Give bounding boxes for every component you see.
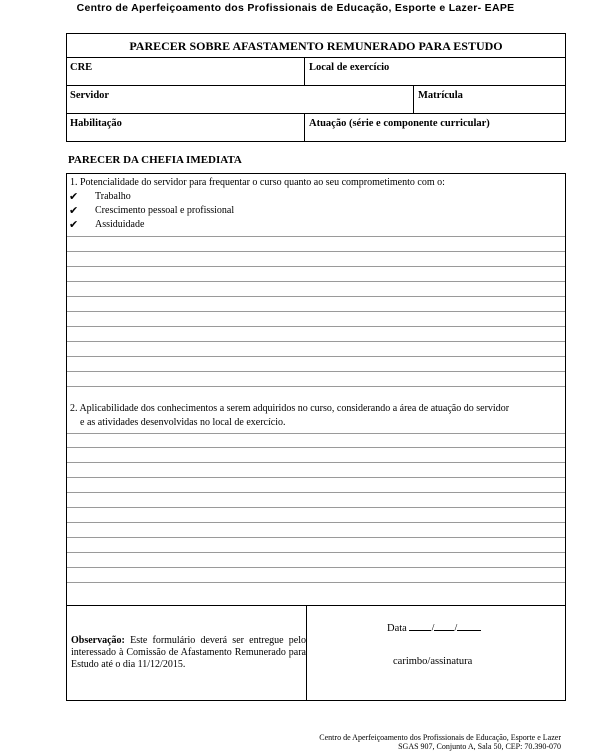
writing-line[interactable] — [67, 462, 565, 463]
divider — [413, 86, 414, 113]
writing-line[interactable] — [67, 447, 565, 448]
section-title: PARECER DA CHEFIA IMEDIATA — [68, 154, 242, 166]
row-cre-local — [66, 58, 566, 86]
writing-line[interactable] — [67, 311, 565, 312]
cre-label: CRE — [70, 62, 93, 73]
writing-line[interactable] — [67, 567, 565, 568]
item-assiduidade: Assiduidade — [95, 219, 145, 230]
question-2-line1: 2. Aplicabilidade dos conhecimentos a serem adquiridos no curso, considerando a área de atuação do servidor — [70, 403, 510, 414]
habilitacao-label: Habilitação — [70, 118, 122, 129]
date-month-blank[interactable] — [434, 620, 454, 631]
writing-line[interactable] — [67, 522, 565, 523]
writing-line[interactable] — [67, 251, 565, 252]
writing-line[interactable] — [67, 281, 565, 282]
writing-line[interactable] — [67, 552, 565, 553]
writing-line[interactable] — [67, 236, 565, 237]
observation-text: Este formulário deverá ser entregue pelo interessado à Comissão de Afastamento Remunerado para Estudo até o dia 11/12/2015. — [71, 635, 306, 670]
writing-line[interactable] — [67, 582, 565, 583]
signature-area — [307, 606, 565, 700]
writing-line[interactable] — [67, 492, 565, 493]
row-habilitacao-atuacao — [66, 114, 566, 142]
date-label: Data — [387, 623, 407, 634]
writing-line[interactable] — [67, 433, 565, 434]
writing-line[interactable] — [67, 296, 565, 297]
row-servidor-matricula — [66, 86, 566, 114]
observation-signature-box — [66, 605, 566, 701]
check-icon: ✔ — [69, 205, 79, 217]
atuacao-label: Atuação (série e componente curricular) — [309, 118, 490, 129]
footer-address-line2: SGAS 907, Conjunto A, Sala 50, CEP: 70.390-070 — [398, 742, 561, 751]
writing-line[interactable] — [67, 341, 565, 342]
matricula-label: Matrícula — [418, 90, 463, 101]
writing-line[interactable] — [67, 371, 565, 372]
question-1: 1. Potencialidade do servidor para frequentar o curso quanto ao seu comprometimento com o: — [70, 177, 445, 188]
date-separator: / — [454, 623, 458, 634]
observation-label: Observação: — [71, 635, 125, 646]
divider — [304, 58, 305, 85]
divider — [304, 114, 305, 141]
writing-line[interactable] — [67, 537, 565, 538]
date-field[interactable] — [387, 620, 481, 634]
check-icon: ✔ — [69, 219, 79, 231]
form-title: PARECER SOBRE AFASTAMENTO REMUNERADO PARA ESTUDO — [66, 33, 566, 58]
observation-note — [71, 635, 306, 671]
writing-line[interactable] — [67, 507, 565, 508]
servidor-label: Servidor — [70, 90, 110, 101]
writing-line[interactable] — [67, 266, 565, 267]
institution-header: Centro de Aperfeiçoamento dos Profissionais de Educação, Esporte e Lazer- EAPE — [76, 2, 515, 14]
date-day-blank[interactable] — [409, 620, 431, 631]
local-label: Local de exercício — [309, 62, 390, 73]
date-year-blank[interactable] — [457, 620, 481, 631]
check-icon: ✔ — [69, 191, 79, 203]
question-2-line2: e as atividades desenvolvidas no local de exercício. — [80, 417, 286, 428]
item-trabalho: Trabalho — [95, 191, 131, 202]
writing-line[interactable] — [67, 356, 565, 357]
writing-line[interactable] — [67, 386, 565, 387]
writing-line[interactable] — [67, 326, 565, 327]
parecer-box — [66, 173, 566, 606]
date-separator: / — [431, 623, 435, 634]
stamp-signature-label: carimbo/assinatura — [393, 656, 473, 667]
footer-address-line1: Centro de Aperfeiçoamento dos Profissionais de Educação, Esporte e Lazer — [319, 733, 561, 742]
writing-line[interactable] — [67, 477, 565, 478]
item-crescimento: Crescimento pessoal e profissional — [95, 205, 235, 216]
